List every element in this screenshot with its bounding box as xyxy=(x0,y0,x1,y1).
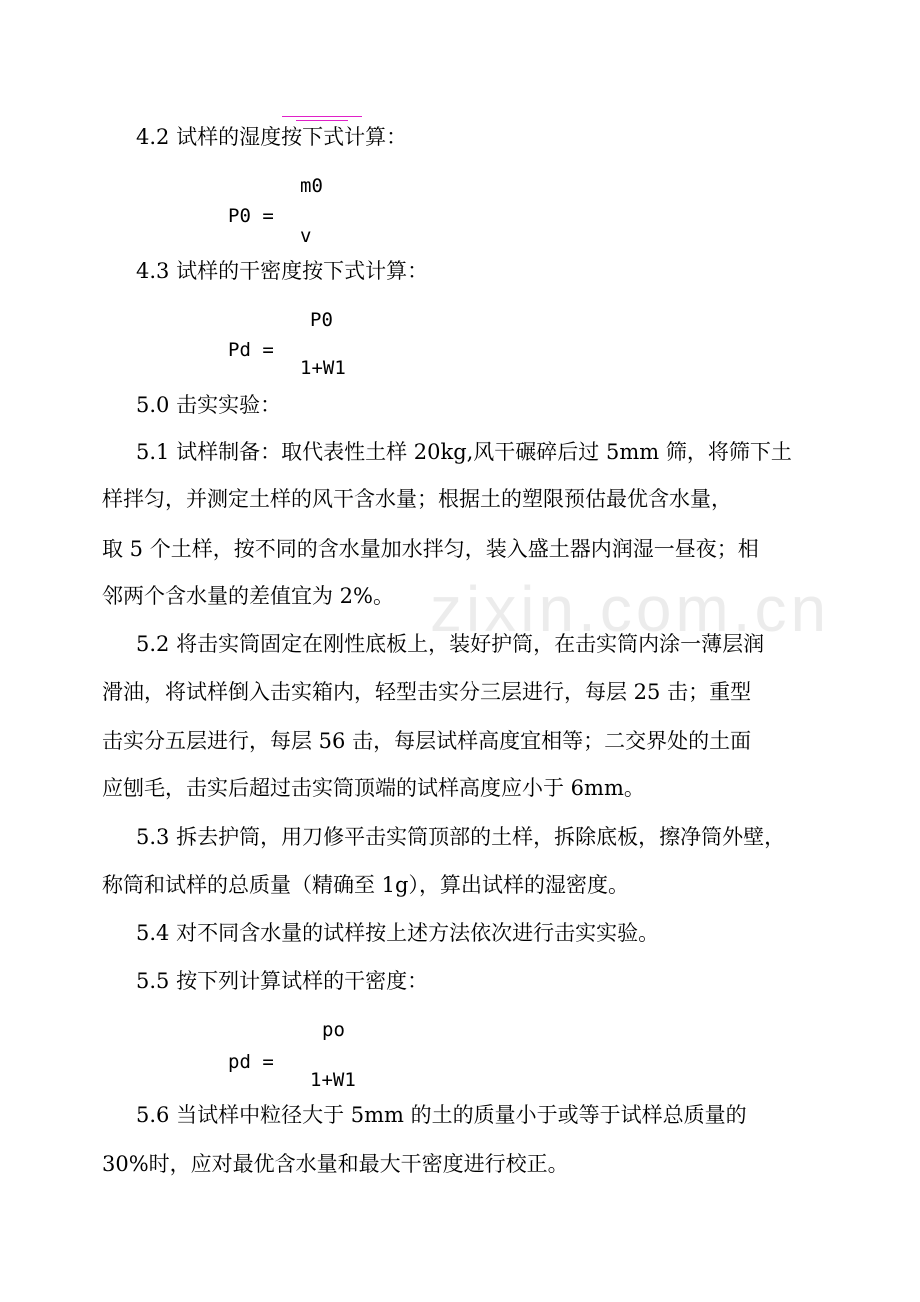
formula-2-denominator: 1+W1 xyxy=(300,357,346,379)
paragraph-line: 5.6 当试样中粒径大于 5mm 的土的质量小于或等于试样总质量的 xyxy=(136,1103,747,1127)
paragraph-line: 取 5 个土样，按不同的含水量加水拌匀，装入盛土器内润湿一昼夜；相 xyxy=(102,537,759,561)
highlight-mark-secondary xyxy=(296,120,348,121)
formula-3-denominator: 1+W1 xyxy=(310,1069,356,1091)
paragraph-line: 样拌匀，并测定土样的风干含水量；根据土的塑限预估最优含水量， xyxy=(102,487,732,511)
heading-4-3: 4.3 试样的干密度按下式计算： xyxy=(136,259,429,283)
paragraph-line: 应刨毛，击实后超过击实筒顶端的试样高度应小于 6mm。 xyxy=(102,776,645,800)
watermark: zixin.com.cn xyxy=(430,573,831,645)
paragraph-line: 称筒和试样的总质量（精确至 1g），算出试样的湿密度。 xyxy=(102,873,629,897)
highlight-mark xyxy=(282,116,362,117)
paragraph-line: 5.4 对不同含水量的试样按上述方法依次进行击实实验。 xyxy=(136,921,660,945)
formula-2-numerator: P0 xyxy=(310,309,333,331)
paragraph-line: 邻两个含水量的差值宜为 2%。 xyxy=(102,584,394,608)
paragraph-line: 击实分五层进行，每层 56 击，每层试样高度宜相等；二交界处的土面 xyxy=(102,729,752,753)
formula-3-numerator: po xyxy=(322,1019,345,1041)
paragraph-line: 5.1 试样制备：取代表性土样 20kg,风干碾碎后过 5mm 筛，将筛下土 xyxy=(136,440,792,464)
paragraph-line: 5.5 按下列计算试样的干密度： xyxy=(136,969,429,993)
paragraph-line: 滑油，将试样倒入击实箱内，轻型击实分三层进行，每层 25 击；重型 xyxy=(102,680,752,704)
paragraph-line: 5.2 将击实筒固定在刚性底板上，装好护筒，在击实筒内涂一薄层润 xyxy=(136,632,765,656)
paragraph-line: 30%时，应对最优含水量和最大干密度进行校正。 xyxy=(102,1152,569,1176)
formula-1-denominator: v xyxy=(300,225,312,247)
heading-4-2: 4.2 试样的湿度按下式计算： xyxy=(136,125,408,149)
heading-5-0: 5.0 击实实验： xyxy=(136,393,282,417)
formula-3-lhs: pd = xyxy=(228,1051,274,1073)
formula-1-numerator: m0 xyxy=(300,175,323,197)
paragraph-line: 5.3 拆去护筒，用刀修平击实筒顶部的土样，拆除底板，擦净筒外壁， xyxy=(136,825,786,849)
formula-1-lhs: P0 = xyxy=(228,205,274,227)
formula-2-lhs: Pd = xyxy=(228,339,274,361)
